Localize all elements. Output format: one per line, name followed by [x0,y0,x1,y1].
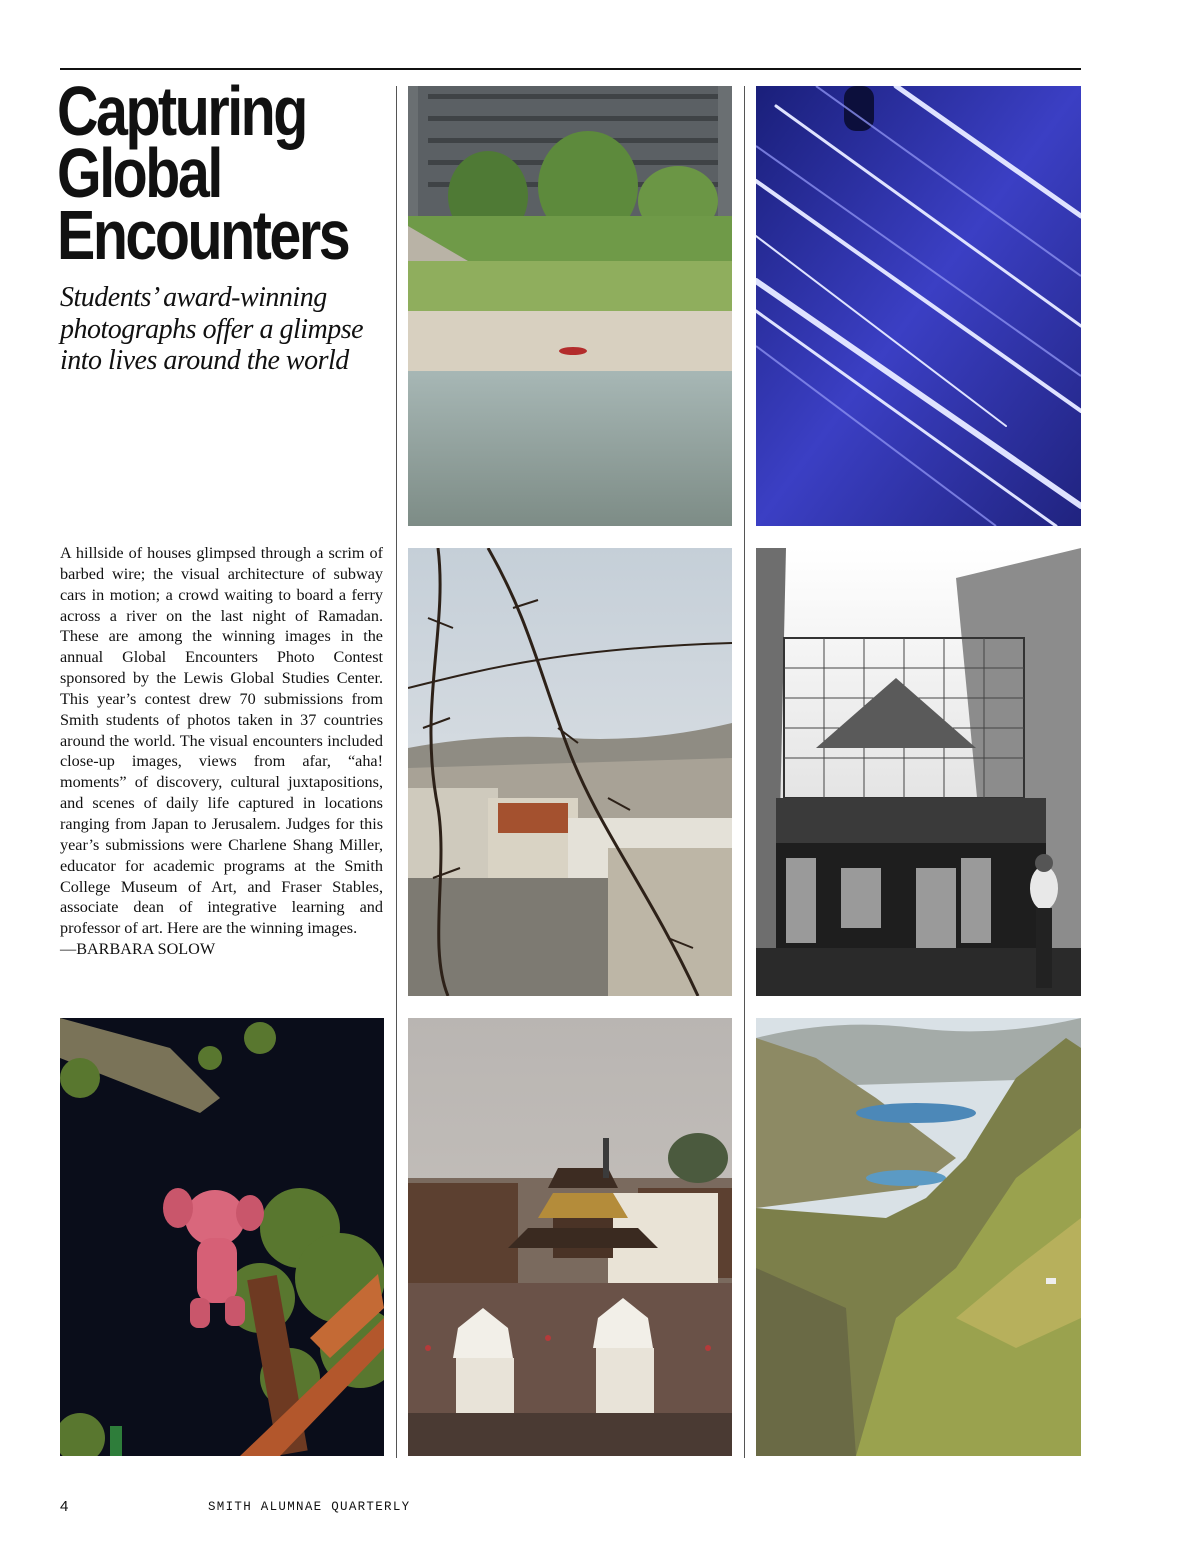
pink-toy-on-post-night-photo [60,1018,384,1456]
article-body [60,543,383,960]
column-divider [396,86,397,1458]
subway-motion-blue-photo [756,86,1081,526]
river-bank-apartments-photo [408,86,732,526]
article-body-text: A hillside of houses glimpsed through a scrim of barbed wire; the visual architecture of subway cars in motion; a crowd waiting to board a ferry across a river on the last night of Ramadan. These are among the winning images in the annual Global Encounters Photo Contest sponsored by the Lewis Global Studies Center. This year’s contest drew 70 submissions from Smith students of photos taken in 37 countries around the world. The visual encounters included close-up images, views from afar, “aha! moments” of discovery, cultural juxtapositions, and scenes of daily life captured in locations ranging from Japan to Jerusalem. Judges for this year’s submissions were Charlene Shang Miller, educator for academic programs at the Smith College Museum of Art, and Fraser Stables, associate dean of integrative learning and professor of art. Here are the winning images. [60,544,383,938]
article-subtitle: Students’ award-winning photographs offer a glimpse into lives around the world [60,282,364,376]
column-divider [744,86,745,1458]
mountain-valley-lakes-photo [756,1018,1081,1456]
article-title: Capturing Global Encounters [57,72,349,274]
byline: —BARBARA SOLOW [60,940,216,959]
checkpoint-turnstiles-bw-photo [756,548,1081,996]
page-number: 4 [60,1498,69,1515]
barbed-wire-hillside-photo [408,548,732,996]
publication-name: SMITH ALUMNAE QUARTERLY [208,1500,411,1514]
temple-complex-crowd-photo [408,1018,732,1456]
top-rule [60,68,1081,70]
